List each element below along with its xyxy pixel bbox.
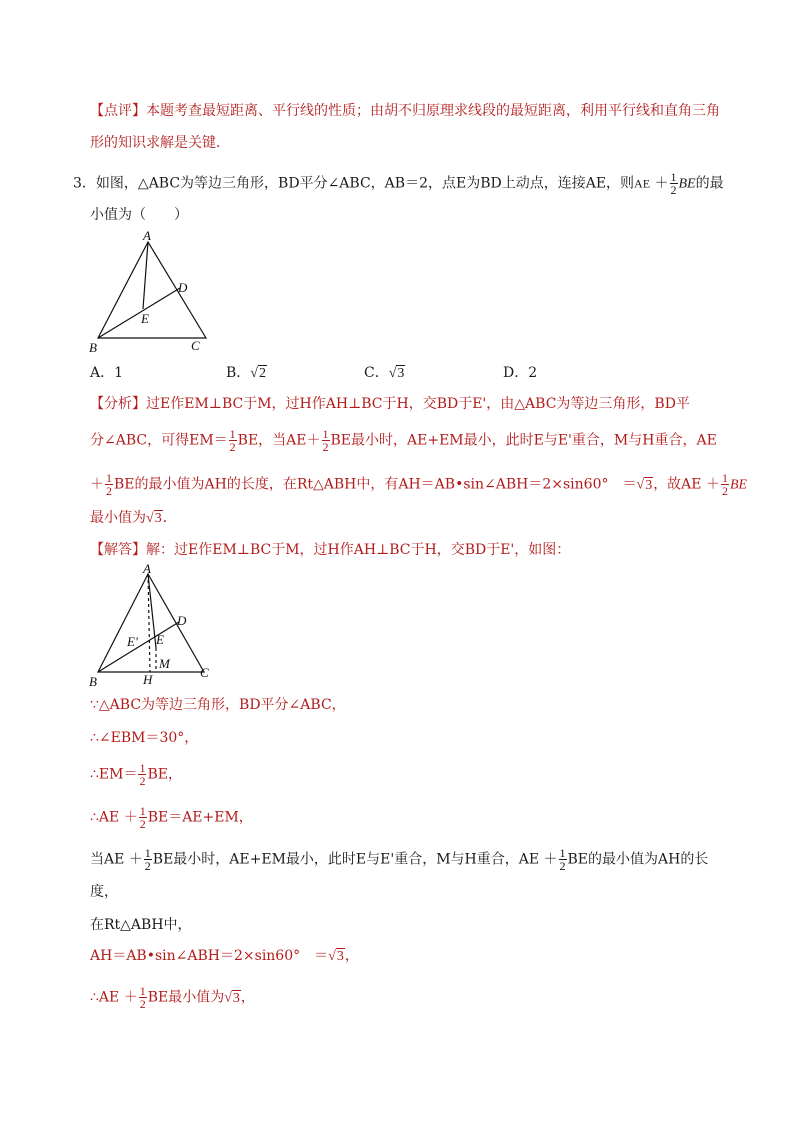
step-1-text: ∵△ABC为等边三角形，BD平分∠ABC， xyxy=(90,697,346,713)
triangle-abc xyxy=(98,242,206,338)
comment-tag: 【点评】 xyxy=(90,103,146,119)
question-ae: AE xyxy=(634,176,651,191)
question-number: 3． xyxy=(73,175,96,192)
analysis-text-3d: BE xyxy=(729,477,748,493)
step-3-text-a: ∴EM＝ xyxy=(90,766,138,783)
analysis-half-2: $\frac{1}{2}$ xyxy=(322,427,329,454)
comment-text-2: 形的知识求解是关键． xyxy=(90,135,230,151)
triangle-figure-1 xyxy=(86,228,216,356)
segment-ae xyxy=(143,242,148,309)
option-a-label: A．1 xyxy=(90,365,124,381)
label-e-2: E xyxy=(156,632,164,647)
step-7 xyxy=(90,915,192,935)
analysis-text-2a: 分∠ABC，可得EM＝ xyxy=(90,432,228,449)
label-m: M xyxy=(159,656,170,671)
step-3-text-b: BE， xyxy=(147,766,182,783)
step-1 xyxy=(90,695,346,715)
step-4 xyxy=(90,805,253,830)
label-e-prime: E' xyxy=(127,634,138,649)
option-c xyxy=(364,363,405,384)
segment-bd xyxy=(98,288,180,338)
analysis-sqrt-2: √3 xyxy=(146,511,162,526)
analysis-tag: 【分析】 xyxy=(90,396,146,412)
option-c-label: C． xyxy=(364,365,389,381)
question-plus: ＋ xyxy=(654,176,669,192)
label-a: A xyxy=(143,228,151,243)
label-a-2: A xyxy=(143,562,151,576)
step-5-half-1: $\frac{1}{2}$ xyxy=(144,846,151,873)
analysis-half-4: $\frac{1}{2}$ xyxy=(721,471,728,498)
step-4-half: $\frac{1}{2}$ xyxy=(139,804,146,831)
step-3 xyxy=(90,762,182,787)
analysis-line-3 xyxy=(90,472,747,497)
step-9-text-a: ∴AE ＋ xyxy=(90,989,138,1006)
step-6-text: 度， xyxy=(90,884,118,900)
option-d xyxy=(503,363,537,383)
step-9 xyxy=(90,985,255,1010)
analysis-text-3b: BE的最小值为AH的长度，在Rt△ABH中，有AH＝AB•sin∠ABH＝2×sin60° ＝ xyxy=(114,476,637,493)
label-c: C xyxy=(191,338,200,353)
step-2 xyxy=(90,728,198,748)
step-8 xyxy=(90,946,359,967)
step-6 xyxy=(90,882,118,902)
option-b-label: B． xyxy=(226,365,251,381)
step-7-text: 在Rt△ABH中， xyxy=(90,917,192,933)
option-b xyxy=(226,363,267,384)
label-b-2: B xyxy=(89,674,97,689)
analysis-text-3a: ＋ xyxy=(90,476,104,493)
question-line-2 xyxy=(90,205,188,225)
step-4-text-b: BE＝AE+EM， xyxy=(147,809,253,826)
triangle-abc-2 xyxy=(98,574,204,672)
label-h: H xyxy=(143,672,153,687)
solution-text-1: 解：过E作EM⊥BC于M，过H作AH⊥BC于H，交BD于E'，如图： xyxy=(146,542,571,558)
label-d: D xyxy=(178,280,188,295)
step-9-sqrt: √3 xyxy=(224,990,240,1006)
step-5-text-b: BE最小时，AE+EM最小，此时E与E'重合，M与H重合，AE ＋ xyxy=(152,851,558,868)
triangle-figure-2 xyxy=(86,562,218,690)
analysis-half-1: $\frac{1}{2}$ xyxy=(229,427,236,454)
step-9-text-c: ， xyxy=(240,989,255,1006)
solution-tag: 【解答】 xyxy=(90,542,146,558)
step-8-sqrt: √3 xyxy=(328,949,344,964)
comment-line-1 xyxy=(90,101,720,121)
analysis-sqrt-1: √3 xyxy=(636,477,653,493)
label-b: B xyxy=(89,340,97,355)
analysis-text-2c: BE最小时，AE+EM最小，此时E与E'重合，M与H重合，AE xyxy=(330,432,717,449)
analysis-text-3c: ，故AE ＋ xyxy=(653,476,720,493)
option-c-sqrt: √3 xyxy=(388,366,405,381)
label-d-2: D xyxy=(177,613,187,628)
step-2-text: ∴∠EBM＝30°， xyxy=(90,730,199,746)
question-be: BE xyxy=(678,176,696,192)
step-8-text-a: AH＝AB•sin∠ABH＝2×sin60° ＝ xyxy=(90,948,329,964)
step-5-text-c: BE的最小值为AH的长 xyxy=(567,851,709,868)
option-b-sqrt: √2 xyxy=(250,366,266,381)
label-e: E xyxy=(141,311,149,326)
step-9-half: $\frac{1}{2}$ xyxy=(139,984,146,1011)
analysis-line-1 xyxy=(90,394,690,414)
comment-text-1: 本题考查最短距离、平行线的性质；由胡不归原理求线段的最短距离，利用平行线和直角三角 xyxy=(146,103,720,119)
analysis-text-4-end: ． xyxy=(162,510,177,526)
option-a xyxy=(90,363,123,383)
step-8-text-b: ， xyxy=(344,948,359,964)
question-tail: 的最 xyxy=(695,175,724,192)
analysis-text-1: 过E作EM⊥BC于M，过H作AH⊥BC于H，交BD于E'，由△ABC为等边三角形，BD平 xyxy=(146,396,690,412)
analysis-text-2b: BE，当AE＋ xyxy=(237,432,321,449)
step-5 xyxy=(90,847,708,872)
step-5-half-2: $\frac{1}{2}$ xyxy=(559,846,566,873)
step-5-text-a: 当AE ＋ xyxy=(90,851,143,868)
analysis-line-2 xyxy=(90,428,717,453)
comment-line-2 xyxy=(90,133,230,153)
step-9-text-b: BE最小值为 xyxy=(147,989,225,1006)
step-4-text-a: ∴AE ＋ xyxy=(90,809,138,826)
question-text: 如图，△ABC为等边三角形，BD平分∠ABC，AB＝2，点E为BD上动点，连接AE，则 xyxy=(95,175,635,192)
question-line-1 xyxy=(73,171,724,196)
analysis-text-4: 最小值为 xyxy=(90,510,146,526)
solution-line-1 xyxy=(90,540,570,560)
analysis-line-4 xyxy=(90,508,177,529)
option-d-label: D．2 xyxy=(503,365,538,381)
analysis-half-3: $\frac{1}{2}$ xyxy=(106,471,112,498)
question-line-2-text: 小值为（ ） xyxy=(90,207,188,223)
label-c-2: C xyxy=(200,665,209,680)
step-3-half: $\frac{1}{2}$ xyxy=(139,761,146,788)
question-half-fraction: $\frac{1}{2}$ xyxy=(670,170,677,197)
